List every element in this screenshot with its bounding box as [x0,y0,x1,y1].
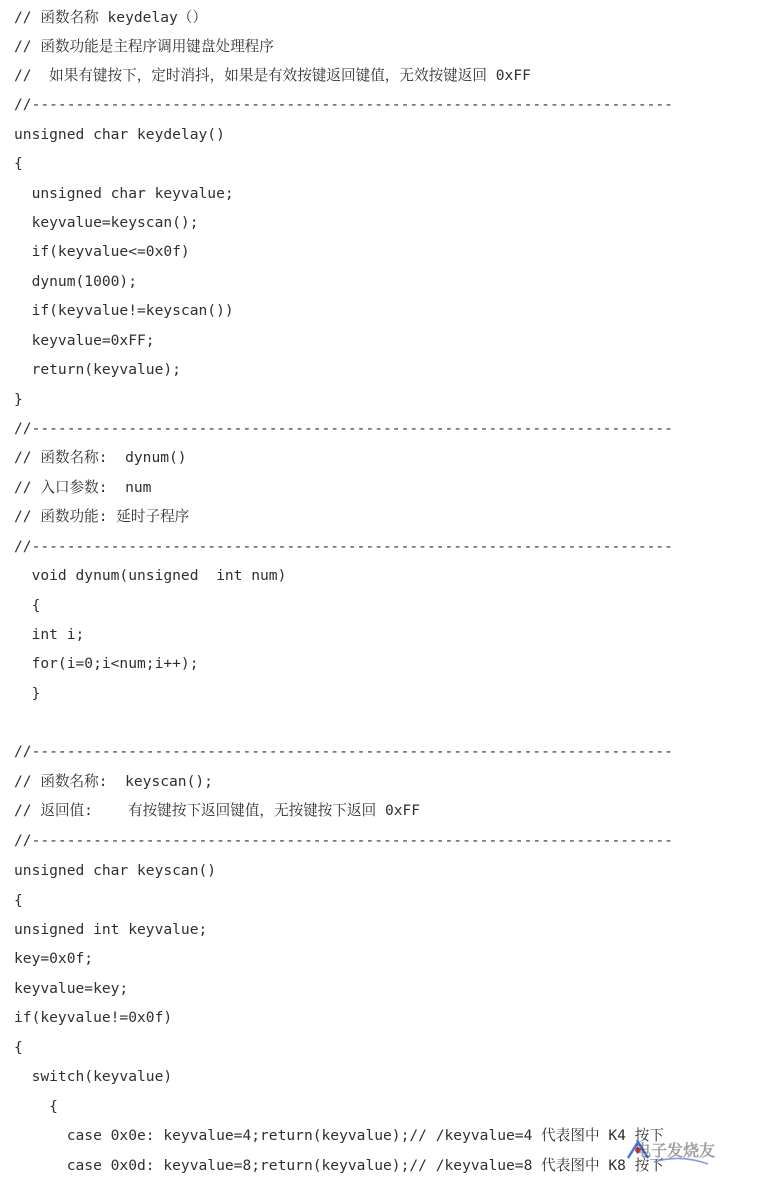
code-line: keyvalue=keyscan(); [14,214,199,231]
code-line: int i; [14,626,85,643]
code-line: case 0x0e: keyvalue=4;return(keyvalue);// /keyvalue=4 代表图中 K4 按下 [14,1127,664,1144]
code-line: case 0x0d: keyvalue=8;return(keyvalue);// /keyvalue=8 代表图中 K8 按下 [14,1157,664,1174]
code-line: // 返回值: 有按键按下返回键值，无按键按下返回 0xFF [14,802,421,819]
separator-line: //------------------------------------------------------------------------- [14,96,673,113]
code-line: // 函数名称: dynum() [14,449,187,466]
code-line: return(keyvalue); [14,361,181,378]
code-line: { [14,1039,23,1056]
code-line: for(i=0;i<num;i++); [14,655,199,672]
code-line: keyvalue=key; [14,980,129,997]
code-line: // 入口参数: num [14,479,152,496]
separator-line: //------------------------------------------------------------------------- [14,832,673,849]
code-line: switch(keyvalue) [14,1068,173,1085]
code-line: unsigned char keyscan() [14,862,217,879]
watermark-text: 电子发烧友 [635,1143,716,1160]
code-line: unsigned char keyvalue; [14,185,234,202]
code-line: { [14,597,41,614]
code-line: void dynum(unsigned int num) [14,567,287,584]
code-line: unsigned char keydelay() [14,126,225,143]
code-line: if(keyvalue!=0x0f) [14,1009,173,1026]
code-line: // 函数功能是主程序调用键盘处理程序 [14,38,274,55]
separator-line: //------------------------------------------------------------------------- [14,743,673,760]
code-line: // 如果有键按下，定时消抖，如果是有效按键返回键值，无效按键返回 0xFF [14,67,531,84]
separator-line: //------------------------------------------------------------------------- [14,420,673,437]
code-line: dynum(1000); [14,273,138,290]
code-line: { [14,892,23,909]
code-line: // 函数功能: 延时子程序 [14,508,190,525]
code-line: } [14,685,41,702]
code-line: } [14,391,23,408]
code-line: unsigned int keyvalue; [14,921,208,938]
code-line: keyvalue=0xFF; [14,332,155,349]
code-line: // 函数名称: keyscan(); [14,773,213,790]
code-line: { [14,155,23,172]
code-line: if(keyvalue<=0x0f) [14,243,190,260]
code-line: key=0x0f; [14,950,94,967]
code-line: if(keyvalue!=keyscan()) [14,302,234,319]
code-line: { [14,1098,58,1115]
code-line: // 函数名称 keydelay（） [14,9,207,26]
separator-line: //------------------------------------------------------------------------- [14,538,673,555]
